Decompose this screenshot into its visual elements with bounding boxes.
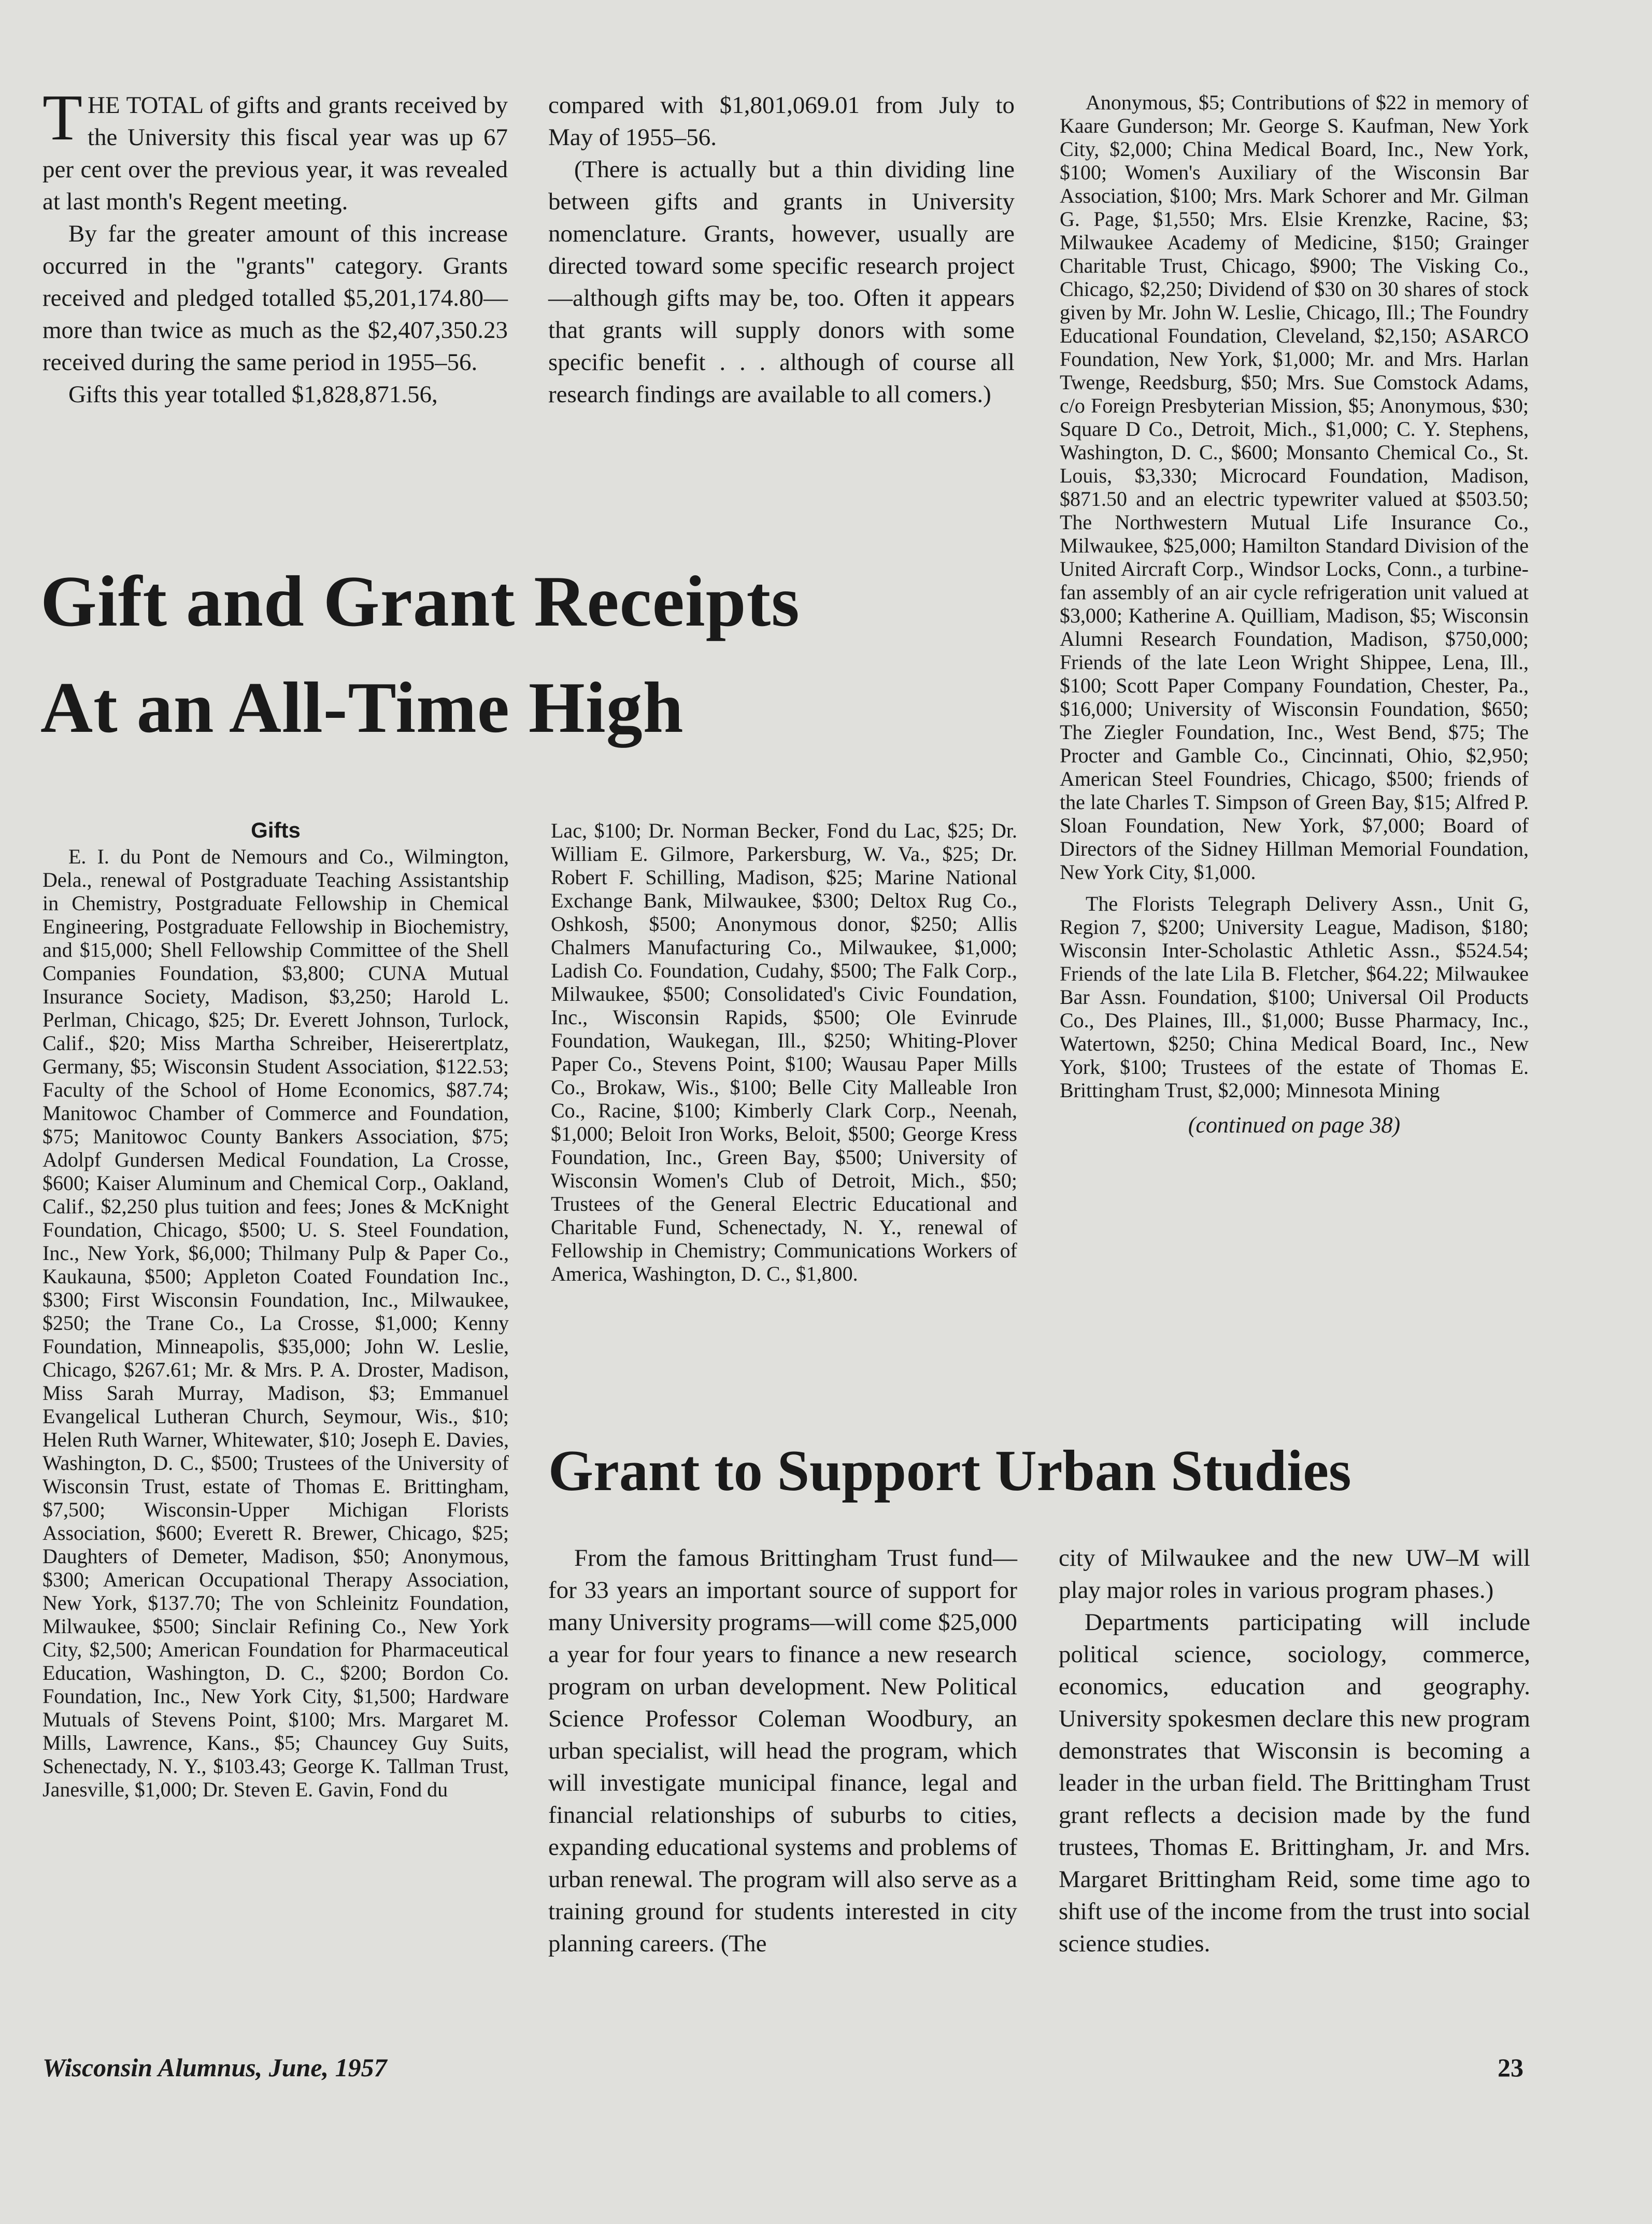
intro-column-1 xyxy=(42,82,508,410)
continued-note: (continued on page 38) xyxy=(1188,1112,1401,1138)
gifts-heading: Gifts xyxy=(251,818,301,842)
publication-footer: Wisconsin Alumnus, June, 1957 xyxy=(42,2053,387,2082)
gifts-column-2 xyxy=(551,819,1017,1285)
gifts-column-1 xyxy=(42,818,509,1801)
intro-paragraph-1: THE TOTAL of gifts and grants received by the University this fiscal year was up 67 per cent over the previous year, it was revealed at last month's Regent meeting. xyxy=(42,82,508,215)
intro-paragraph-3: Gifts this year totalled $1,828,871.56, xyxy=(68,381,438,408)
intro-paragraph-5: (There is actually but a thin dividing line between gifts and grants in University nomenclature. Grants, however, usually are directed toward some specific research project—although gifts may be, too. Often it appears that grants will supply donors with some specific benefit . . . although of course all research findings are available to all comers.) xyxy=(548,156,1015,408)
gifts-paragraph-1: E. I. du Pont de Nemours and Co., Wilmington, Dela., renewal of Postgraduate Teaching Assistantship in Chemistry, Postgraduate Fellowship in Chemical Engineering, Postgraduate Fellowship in Biochemistry, and $15,000; Shell Fellowship Committee of the Shell Companies Foundation, $3,800; CUNA Mutual Insurance Society, Madison, $3,250; Harold L. Perlman, Chicago, $25; Dr. Everett Johnson, Turlock, Calif., $20; Miss Martha Schreiber, Heiserertplatz, Germany, $5; Wisconsin Student Association, $122.53; Faculty of the School of Home Economics, $87.74; Manitowoc Chamber of Commerce and Foundation, $75; Manitowoc County Bankers Association, $75; Adolpf Gundersen Medical Foundation, La Crosse, $600; Kaiser Aluminum and Chemical Corp., Oakland, Calif., $2,250 plus tuition and fees; Jones & McKnight Foundation, Chicago, $500; U. S. Steel Foundation, Inc., New York, $6,000; Thilmany Pulp & Paper Co., Kaukauna, $500; Appleton Coated Foundation Inc., $300; First Wisconsin Foundation, Inc., Milwaukee, $250; the Trane Co., La Crosse, $1,000; Kenny Foundation, Minneapolis, $35,000; John W. Leslie, Chicago, $267.61; Mr. & Mrs. P. A. Droster, Madison, Miss Sarah Murray, Madison, $3; Emmanuel Evangelical Lutheran Church, Seymour, Wis., $10; Helen Ruth Warner, Whitewater, $10; Joseph E. Davies, Washington, D. C., $500; Trustees of the University of Wisconsin Trust, estate of Thomas E. Brittingham, $7,500; Wisconsin-Upper Michigan Florists Association, $600; Everett R. Brewer, Chicago, $25; Daughters of Demeter, Madison, $50; Anonymous, $300; American Occupational Therapy Association, New York, $137.70; The von Schleinitz Foundation, Milwaukee, $500; Sinclair Refining Co., New York City, $2,500; American Foundation for Pharmaceutical Education, Washington, D. C., $200; Bordon Co. Foundation, Inc., New York City, $1,500; Hardware Mutuals of Stevens Point, $100; Mrs. Margaret M. Mills, Lawrence, Kans., $5; Chauncey Guy Suits, Schenectady, N. Y., $103.43; George K. Tallman Trust, Janesville, $1,000; Dr. Steven E. Gavin, Fond du xyxy=(42,845,509,1801)
intro-paragraph-2: By far the greater amount of this increase occurred in the "grants" category. Grants received and pledged totalled $5,201,174.80—more than twice as much as the $2,407,350.23 received during the same period in 1955–56. xyxy=(42,220,508,376)
main-headline xyxy=(40,548,1051,761)
gifts-list-1 xyxy=(42,845,509,1801)
urban-column-1 xyxy=(548,1542,1017,1960)
page-number: 23 xyxy=(1498,2053,1523,2082)
urban-paragraph-2: city of Milwaukee and the new UW–M will play major roles in various program phases.) xyxy=(1059,1545,1530,1604)
headline-line-1: Gift and Grant Receipts xyxy=(40,561,800,642)
headline-line-2: At an All-Time High xyxy=(40,668,684,748)
urban-column-2 xyxy=(1059,1542,1530,1960)
gifts-paragraph-2: Lac, $100; Dr. Norman Becker, Fond du Lac, $25; Dr. William E. Gilmore, Parkersburg, W. Va., $25; Dr. Robert F. Schilling, Madison, $25; Marine National Exchange Bank, Milwaukee, $300; Deltox Rug Co., Oshkosh, $500; Anonymous donor, $250; Allis Chalmers Manufacturing Co., Milwaukee, $1,000; Ladish Co. Foundation, Cudahy, $500; The Falk Corp., Milwaukee, $500; Consolidated's Civic Foundation, Inc., Wisconsin Rapids, $500; Ole Evinrude Foundation, Waukegan, Ill., $250; Whiting-Plover Paper Co., Stevens Point, $100; Wausau Paper Mills Co., Brokaw, Wis., $100; Belle City Malleable Iron Co., Racine, $100; Kimberly Clark Corp., Neenah, $1,000; Beloit Iron Works, Beloit, $500; George Kress Foundation, Inc., Green Bay, $500; University of Wisconsin Women's Club of Detroit, Mich., $50; Trustees of the General Electric Educational and Charitable Fund, Schenectady, N. Y., renewal of Fellowship in Chemistry; Communications Workers of America, Washington, D. C., $1,800. xyxy=(551,819,1017,1285)
urban-headline: Grant to Support Urban Studies xyxy=(548,1439,1351,1503)
urban-paragraph-1: From the famous Brittingham Trust fund—for 33 years an important source of support for many University programs—will come $25,000 a year for four years to finance a new research program on urban development. New Political Science Professor Coleman Woodbury, an urban specialist, will head the program, which will investigate municipal finance, legal and financial relationships of suburbs to cities, expanding educational systems and problems of urban renewal. The program will also serve as a training ground for students interested in city planning careers. (The xyxy=(548,1545,1017,1957)
gifts-column-3 xyxy=(1060,91,1529,1137)
gifts-paragraph-3: Anonymous, $5; Contributions of $22 in memory of Kaare Gunderson; Mr. George S. Kaufman, New York City, $2,000; China Medical Board, Inc., New York, $100; Women's Auxiliary of the Wisconsin Bar Association, $100; Mrs. Mark Schorer and Mr. Gilman G. Page, $1,550; Mrs. Elsie Krenzke, Racine, $3; Milwaukee Academy of Medicine, $150; Grainger Charitable Trust, Chicago, $900; The Visking Co., Chicago, $2,250; Dividend of $30 on 30 shares of stock given by Mr. John W. Leslie, Chicago, Ill.; The Foundry Educational Foundation, Cleveland, $2,150; ASARCO Foundation, New York, $1,000; Mr. and Mrs. Harlan Twenge, Reedsburg, $50; Mrs. Sue Comstock Adams, c/o Foreign Presbyterian Mission, $5; Anonymous, $30; Square D Co., Detroit, Mich., $1,000; C. Y. Stephens, Washington, D. C., $600; Monsanto Chemical Co., St. Louis, $3,330; Microcard Foundation, Madison, $871.50 and an electric typewriter valued at $503.50; The Northwestern Mutual Life Insurance Co., Milwaukee, $25,000; Hamilton Standard Division of the United Aircraft Corp., Windsor Locks, Conn., a turbine-fan assembly of an air cycle refrigeration unit valued at $3,000; Katherine A. Quilliam, Madison, $5; Wisconsin Alumni Research Foundation, Madison, $750,000; Friends of the late Leon Wright Shippee, Lena, Ill., $100; Scott Paper Company Foundation, Chester, Pa., $16,000; University of Wisconsin Foundation, $650; The Ziegler Foundation, Inc., West Bend, $75; The Procter and Gamble Co., Cincinnati, Ohio, $2,950; American Steel Foundries, Chicago, $500; friends of the late Charles T. Simpson of Green Bay, $15; Alfred P. Sloan Foundation, New York, $7,000; Board of Directors of the Sidney Hillman Memorial Foundation, New York City, $1,000. xyxy=(1060,91,1529,884)
intro-column-2 xyxy=(548,89,1015,410)
drop-cap: T xyxy=(42,82,82,154)
gifts-paragraph-4: The Florists Telegraph Delivery Assn., Unit G, Region 7, $200; University League, Madison, $180; Wisconsin Inter-Scholastic Athletic Assn., $524.54; Friends of the late Lila B. Fletcher, $64.22; Milwaukee Bar Assn. Foundation, $100; Universal Oil Products Co., Des Plaines, Ill., $1,000; Busse Pharmacy, Inc., Watertown, $250; China Medical Board, Inc., New York, $100; Trustees of the estate of Thomas E. Brittingham Trust, $2,000; Minnesota Mining xyxy=(1060,892,1529,1102)
intro-paragraph-4: compared with $1,801,069.01 from July to May of 1955–56. xyxy=(548,92,1015,151)
urban-paragraph-3: Departments participating will include political science, sociology, commerce, economics, education and geography. University spokesmen declare this new program demonstrates that Wisconsin is becoming a leader in the urban field. The Brittingham Trust grant reflects a decision made by the fund trustees, Thomas E. Brittingham, Jr. and Mrs. Margaret Brittingham Reid, some time ago to shift use of the income from the trust into social science studies. xyxy=(1059,1609,1530,1957)
